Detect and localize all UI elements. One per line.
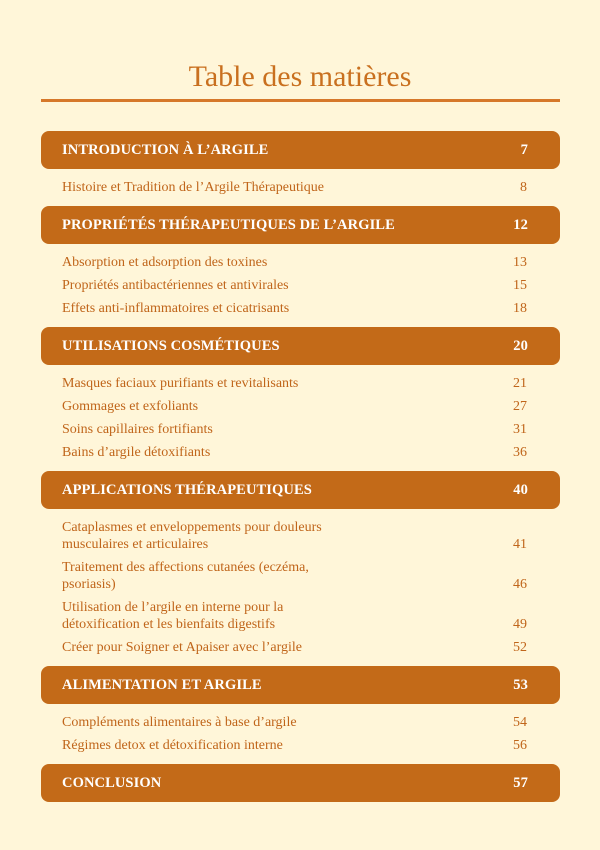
section-page-number: 40 <box>513 481 528 498</box>
page-title: Table des matières <box>188 60 412 93</box>
entry-page-number: 49 <box>513 617 527 632</box>
entry-page-number: 18 <box>513 301 527 316</box>
toc-entry[interactable] <box>62 398 527 415</box>
entry-title: Compléments alimentaires à base d’argile <box>62 715 297 730</box>
toc-entry[interactable] <box>62 254 527 271</box>
entry-page-number: 31 <box>513 422 527 437</box>
entry-page-number: 27 <box>513 399 527 414</box>
toc-entry[interactable] <box>62 421 527 438</box>
section-title: CONCLUSION <box>62 774 162 791</box>
toc-section <box>41 327 560 471</box>
entry-page-number: 41 <box>513 537 527 552</box>
entry-title: Cataplasmes et enveloppements pour douleurs musculaires et articulaires <box>62 520 322 552</box>
toc-entry[interactable] <box>62 519 527 553</box>
entry-title: Traitement des affections cutanées (eczéma, psoriasis) <box>62 560 309 592</box>
section-page-number: 7 <box>520 141 528 158</box>
entry-title: Propriétés antibactériennes et antivirales <box>62 278 289 293</box>
section-title: UTILISATIONS COSMÉTIQUES <box>62 337 280 354</box>
entry-page-number: 46 <box>513 577 527 592</box>
toc-entry[interactable] <box>62 444 527 461</box>
entry-page-number: 36 <box>513 445 527 460</box>
section-header[interactable] <box>41 471 560 509</box>
entry-page-number: 56 <box>513 738 527 753</box>
toc-section <box>41 666 560 764</box>
title-underline <box>41 99 560 102</box>
entry-page-number: 52 <box>513 640 527 655</box>
toc-entry[interactable] <box>62 559 527 593</box>
toc-list <box>41 131 560 802</box>
section-header[interactable] <box>41 666 560 704</box>
section-title: PROPRIÉTÉS THÉRAPEUTIQUES DE L’ARGILE <box>62 216 395 233</box>
section-header[interactable] <box>41 131 560 169</box>
entry-title: Histoire et Tradition de l’Argile Thérapeutique <box>62 180 324 195</box>
toc-entry[interactable] <box>62 300 527 317</box>
toc-entry[interactable] <box>62 639 527 656</box>
toc-section <box>41 131 560 206</box>
section-title: APPLICATIONS THÉRAPEUTIQUES <box>62 481 312 498</box>
section-header[interactable] <box>41 327 560 365</box>
entry-page-number: 15 <box>513 278 527 293</box>
toc-entry[interactable] <box>62 714 527 731</box>
toc-entry[interactable] <box>62 179 527 196</box>
section-page-number: 57 <box>513 774 528 791</box>
entry-title: Gommages et exfoliants <box>62 399 199 414</box>
entry-title: Effets anti-inflammatoires et cicatrisants <box>62 301 290 316</box>
toc-entry[interactable] <box>62 599 527 633</box>
entry-title: Absorption et adsorption des toxines <box>62 255 268 270</box>
entry-title: Masques faciaux purifiants et revitalisants <box>62 376 299 391</box>
toc-section <box>41 764 560 802</box>
entry-title: Utilisation de l’argile en interne pour la détoxification et les bienfaits digestifs <box>62 600 284 632</box>
section-header[interactable] <box>41 764 560 802</box>
toc-section <box>41 471 560 666</box>
toc-entry[interactable] <box>62 277 527 294</box>
section-page-number: 12 <box>513 216 528 233</box>
section-page-number: 20 <box>513 337 528 354</box>
toc-section <box>41 206 560 327</box>
entry-page-number: 8 <box>520 180 527 195</box>
entry-page-number: 54 <box>513 715 527 730</box>
entry-page-number: 13 <box>513 255 527 270</box>
entry-title: Créer pour Soigner et Apaiser avec l’argile <box>62 640 302 655</box>
entry-title: Soins capillaires fortifiants <box>62 422 213 437</box>
section-title: INTRODUCTION À L’ARGILE <box>62 141 269 158</box>
section-page-number: 53 <box>513 676 528 693</box>
toc-entry[interactable] <box>62 375 527 392</box>
entry-page-number: 21 <box>513 376 527 391</box>
toc-entry[interactable] <box>62 737 527 754</box>
entry-title: Régimes detox et détoxification interne <box>62 738 283 753</box>
entry-title: Bains d’argile détoxifiants <box>62 445 211 460</box>
section-title: ALIMENTATION ET ARGILE <box>62 676 262 693</box>
section-header[interactable] <box>41 206 560 244</box>
